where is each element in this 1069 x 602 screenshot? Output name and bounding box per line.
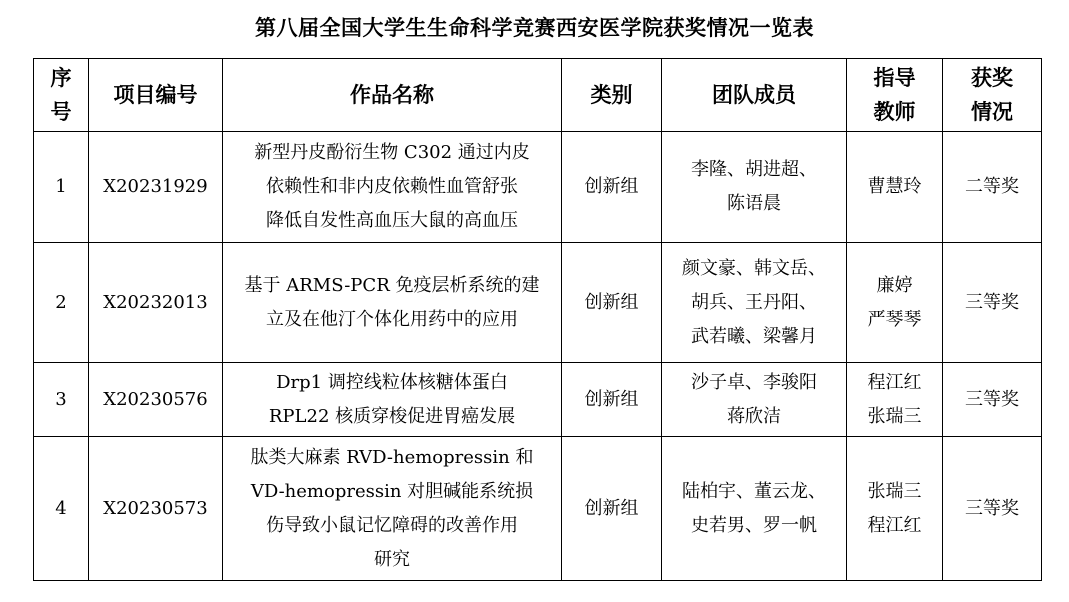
cell-index: 4	[34, 437, 89, 581]
awards-table	[33, 58, 1042, 581]
cell-category: 创新组	[562, 437, 662, 581]
cell-advisor: 廉婷 严琴琴	[847, 243, 943, 363]
cell-award: 三等奖	[943, 363, 1042, 437]
cell-award: 三等奖	[943, 437, 1042, 581]
table-header-row	[34, 59, 1042, 132]
cell-work-name: 基于 ARMS-PCR 免疫层析系统的建 立及在他汀个体化用药中的应用	[223, 243, 562, 363]
cell-members: 颜文豪、韩文岳、 胡兵、王丹阳、 武若曦、梁馨月	[662, 243, 847, 363]
cell-project-id: X20232013	[89, 243, 223, 363]
page-title: 第八届全国大学生生命科学竞赛西安医学院获奖情况一览表	[255, 16, 814, 40]
table-row	[34, 363, 1042, 437]
cell-work-name: Drp1 调控线粒体核糖体蛋白 RPL22 核质穿梭促进胃癌发展	[223, 363, 562, 437]
cell-index: 3	[34, 363, 89, 437]
header-category: 类别	[562, 59, 662, 132]
table-row	[34, 243, 1042, 363]
cell-advisor: 张瑞三 程江红	[847, 437, 943, 581]
cell-advisor: 程江红 张瑞三	[847, 363, 943, 437]
cell-project-id: X20231929	[89, 132, 223, 243]
table-row	[34, 437, 1042, 581]
header-index: 序 号	[34, 59, 89, 132]
cell-members: 沙子卓、李骏阳 蒋欣洁	[662, 363, 847, 437]
cell-index: 2	[34, 243, 89, 363]
cell-category: 创新组	[562, 132, 662, 243]
cell-index: 1	[34, 132, 89, 243]
cell-project-id: X20230576	[89, 363, 223, 437]
header-advisor: 指导 教师	[847, 59, 943, 132]
cell-members: 陆柏宇、董云龙、 史若男、罗一帆	[662, 437, 847, 581]
cell-advisor: 曹慧玲	[847, 132, 943, 243]
header-award: 获奖 情况	[943, 59, 1042, 132]
header-work-name: 作品名称	[223, 59, 562, 132]
cell-work-name: 新型丹皮酚衍生物 C302 通过内皮 依赖性和非内皮依赖性血管舒张 降低自发性高血压大鼠的高血压	[223, 132, 562, 243]
header-project-id: 项目编号	[89, 59, 223, 132]
cell-category: 创新组	[562, 363, 662, 437]
cell-project-id: X20230573	[89, 437, 223, 581]
cell-award: 三等奖	[943, 243, 1042, 363]
cell-award: 二等奖	[943, 132, 1042, 243]
cell-category: 创新组	[562, 243, 662, 363]
cell-members: 李隆、胡进超、 陈语晨	[662, 132, 847, 243]
table-row	[34, 132, 1042, 243]
cell-work-name: 肽类大麻素 RVD-hemopressin 和 VD-hemopressin 对胆碱能系统损 伤导致小鼠记忆障碍的改善作用 研究	[223, 437, 562, 581]
header-members: 团队成员	[662, 59, 847, 132]
